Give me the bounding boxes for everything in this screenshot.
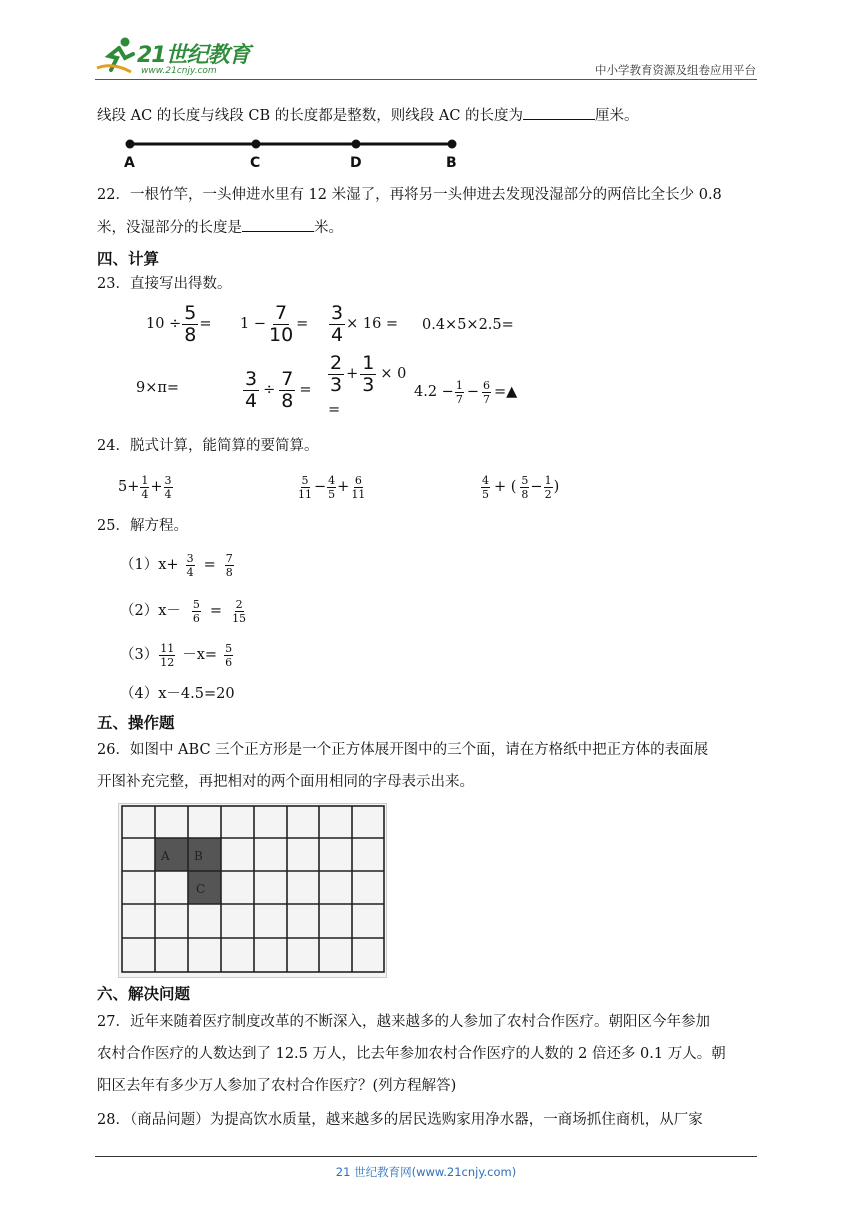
point-c xyxy=(252,140,261,149)
q27-line2: 农村合作医疗的人数达到了 12.5 万人，比去年参加农村合作医疗的人数的 2 倍还多 0.1 万人。朝 xyxy=(97,1046,726,1062)
q22-answer-blank[interactable] xyxy=(242,230,314,232)
section-4-title: 四、计算 xyxy=(97,250,160,268)
q23-expr-7-eq: = xyxy=(328,402,341,418)
q23-expr-6: $\frac{3}{4}$ ÷ $\frac{7}{8}$ = xyxy=(245,367,312,412)
q22-unit: 米。 xyxy=(314,220,343,236)
point-label-b: B xyxy=(446,155,457,171)
q22-text: 米，没湿部分的长度是 xyxy=(97,220,242,236)
point-a xyxy=(126,140,135,149)
point-label-c: C xyxy=(250,155,261,171)
q28-line1: 28．（商品问题）为提高饮水质量，越来越多的居民选购家用净水器，一商场抓住商机，从厂家 xyxy=(97,1112,703,1128)
runner-logo-icon xyxy=(95,36,137,76)
q21-text: 线段 AC 的长度与线段 CB 的长度都是整数，则线段 AC 的长度为 xyxy=(97,108,524,124)
face-label-b: B xyxy=(194,849,203,863)
point-label-d: D xyxy=(350,155,362,171)
q25-stem: 25．解方程。 xyxy=(97,518,188,534)
q23-expr-4: 0.4×5×2.5= xyxy=(422,317,514,333)
segment-figure xyxy=(118,136,478,172)
q24-expr-a: 5+ $\frac{1}{4}$ + $\frac{3}{4}$ xyxy=(118,473,172,501)
q23-stem: 23．直接写出得数。 xyxy=(97,276,232,292)
header-right-title: 中小学教育资源及组卷应用平台 xyxy=(595,63,756,77)
logo-main-text: 21世纪教育 xyxy=(137,43,250,68)
point-b xyxy=(448,140,457,149)
q21-line xyxy=(97,106,639,126)
q23-expr-8: 4.2 − $\frac{1}{7}$ − $\frac{6}{7}$ =▲ xyxy=(414,378,518,406)
logo-url-text: www.21cnjy.com xyxy=(141,66,217,76)
q27-line3: 阳区去年有多少万人参加了农村合作医疗？(列方程解答) xyxy=(97,1078,457,1094)
q24-stem: 24．脱式计算，能简算的要简算。 xyxy=(97,438,319,454)
q24-expr-b: $\frac{5}{11}$ − $\frac{4}{5}$ + $\frac{6}{11}$ xyxy=(298,473,366,501)
point-label-a: A xyxy=(124,155,135,171)
header-rule xyxy=(95,79,757,80)
q26-line2: 开图补充完整，再把相对的两个面用相同的字母表示出来。 xyxy=(97,774,474,790)
face-label-c: C xyxy=(196,882,206,896)
q23-expr-1: 10 ÷ $\frac{5}{8}$ = xyxy=(146,301,212,346)
q23-expr-7: $\frac{2}{3}$ + $\frac{1}{3}$ × 0 xyxy=(330,351,407,396)
q23-expr-2: 1 − $\frac{7}{10}$ = xyxy=(240,301,309,346)
point-d xyxy=(352,140,361,149)
grid-paper-figure xyxy=(118,803,387,978)
q21-answer-blank[interactable] xyxy=(523,118,595,120)
section-6-title: 六、解决问题 xyxy=(97,985,191,1003)
q27-line1: 27．近年来随着医疗制度改革的不断深入，越来越多的人参加了农村合作医疗。朝阳区今年参加 xyxy=(97,1014,710,1030)
face-b xyxy=(188,838,221,871)
q23-expr-3: $\frac{3}{4}$ × 16 = xyxy=(331,301,399,346)
q23-expr-5: 9×π= xyxy=(136,380,180,396)
header-logo xyxy=(95,36,260,78)
q25-eq-1: （1）x+ $\frac{3}{4}$ = $\frac{7}{8}$ xyxy=(120,551,233,579)
footer-rule xyxy=(95,1156,757,1157)
q25-eq-3: （3） $\frac{11}{12}$ －x= $\frac{5}{6}$ xyxy=(120,641,233,669)
footer-text[interactable]: 21 世纪教育网(www.21cnjy.com) xyxy=(335,1165,517,1179)
q24-expr-c: $\frac{4}{5}$ + ( $\frac{5}{8}$ − $\frac{1}{2}$ ) xyxy=(482,473,560,501)
q26-line1: 26．如图中 ABC 三个正方形是一个正方体展开图中的三个面，请在方格纸中把正方体的表面展 xyxy=(97,742,709,758)
section-5-title: 五、操作题 xyxy=(97,714,175,732)
q22-line1: 22．一根竹竿，一头伸进水里有 12 米湿了，再将另一头伸进去发现没湿部分的两倍比全长少 0.8 xyxy=(97,187,722,203)
q21-unit: 厘米。 xyxy=(595,108,639,124)
q25-eq-2: （2）x－ $\frac{5}{6}$ = $\frac{2}{15}$ xyxy=(120,597,247,625)
face-label-a: A xyxy=(161,849,170,863)
face-a xyxy=(155,838,188,871)
q25-eq-4: （4）x－4.5=20 xyxy=(120,686,235,702)
q22-line2 xyxy=(97,218,343,238)
